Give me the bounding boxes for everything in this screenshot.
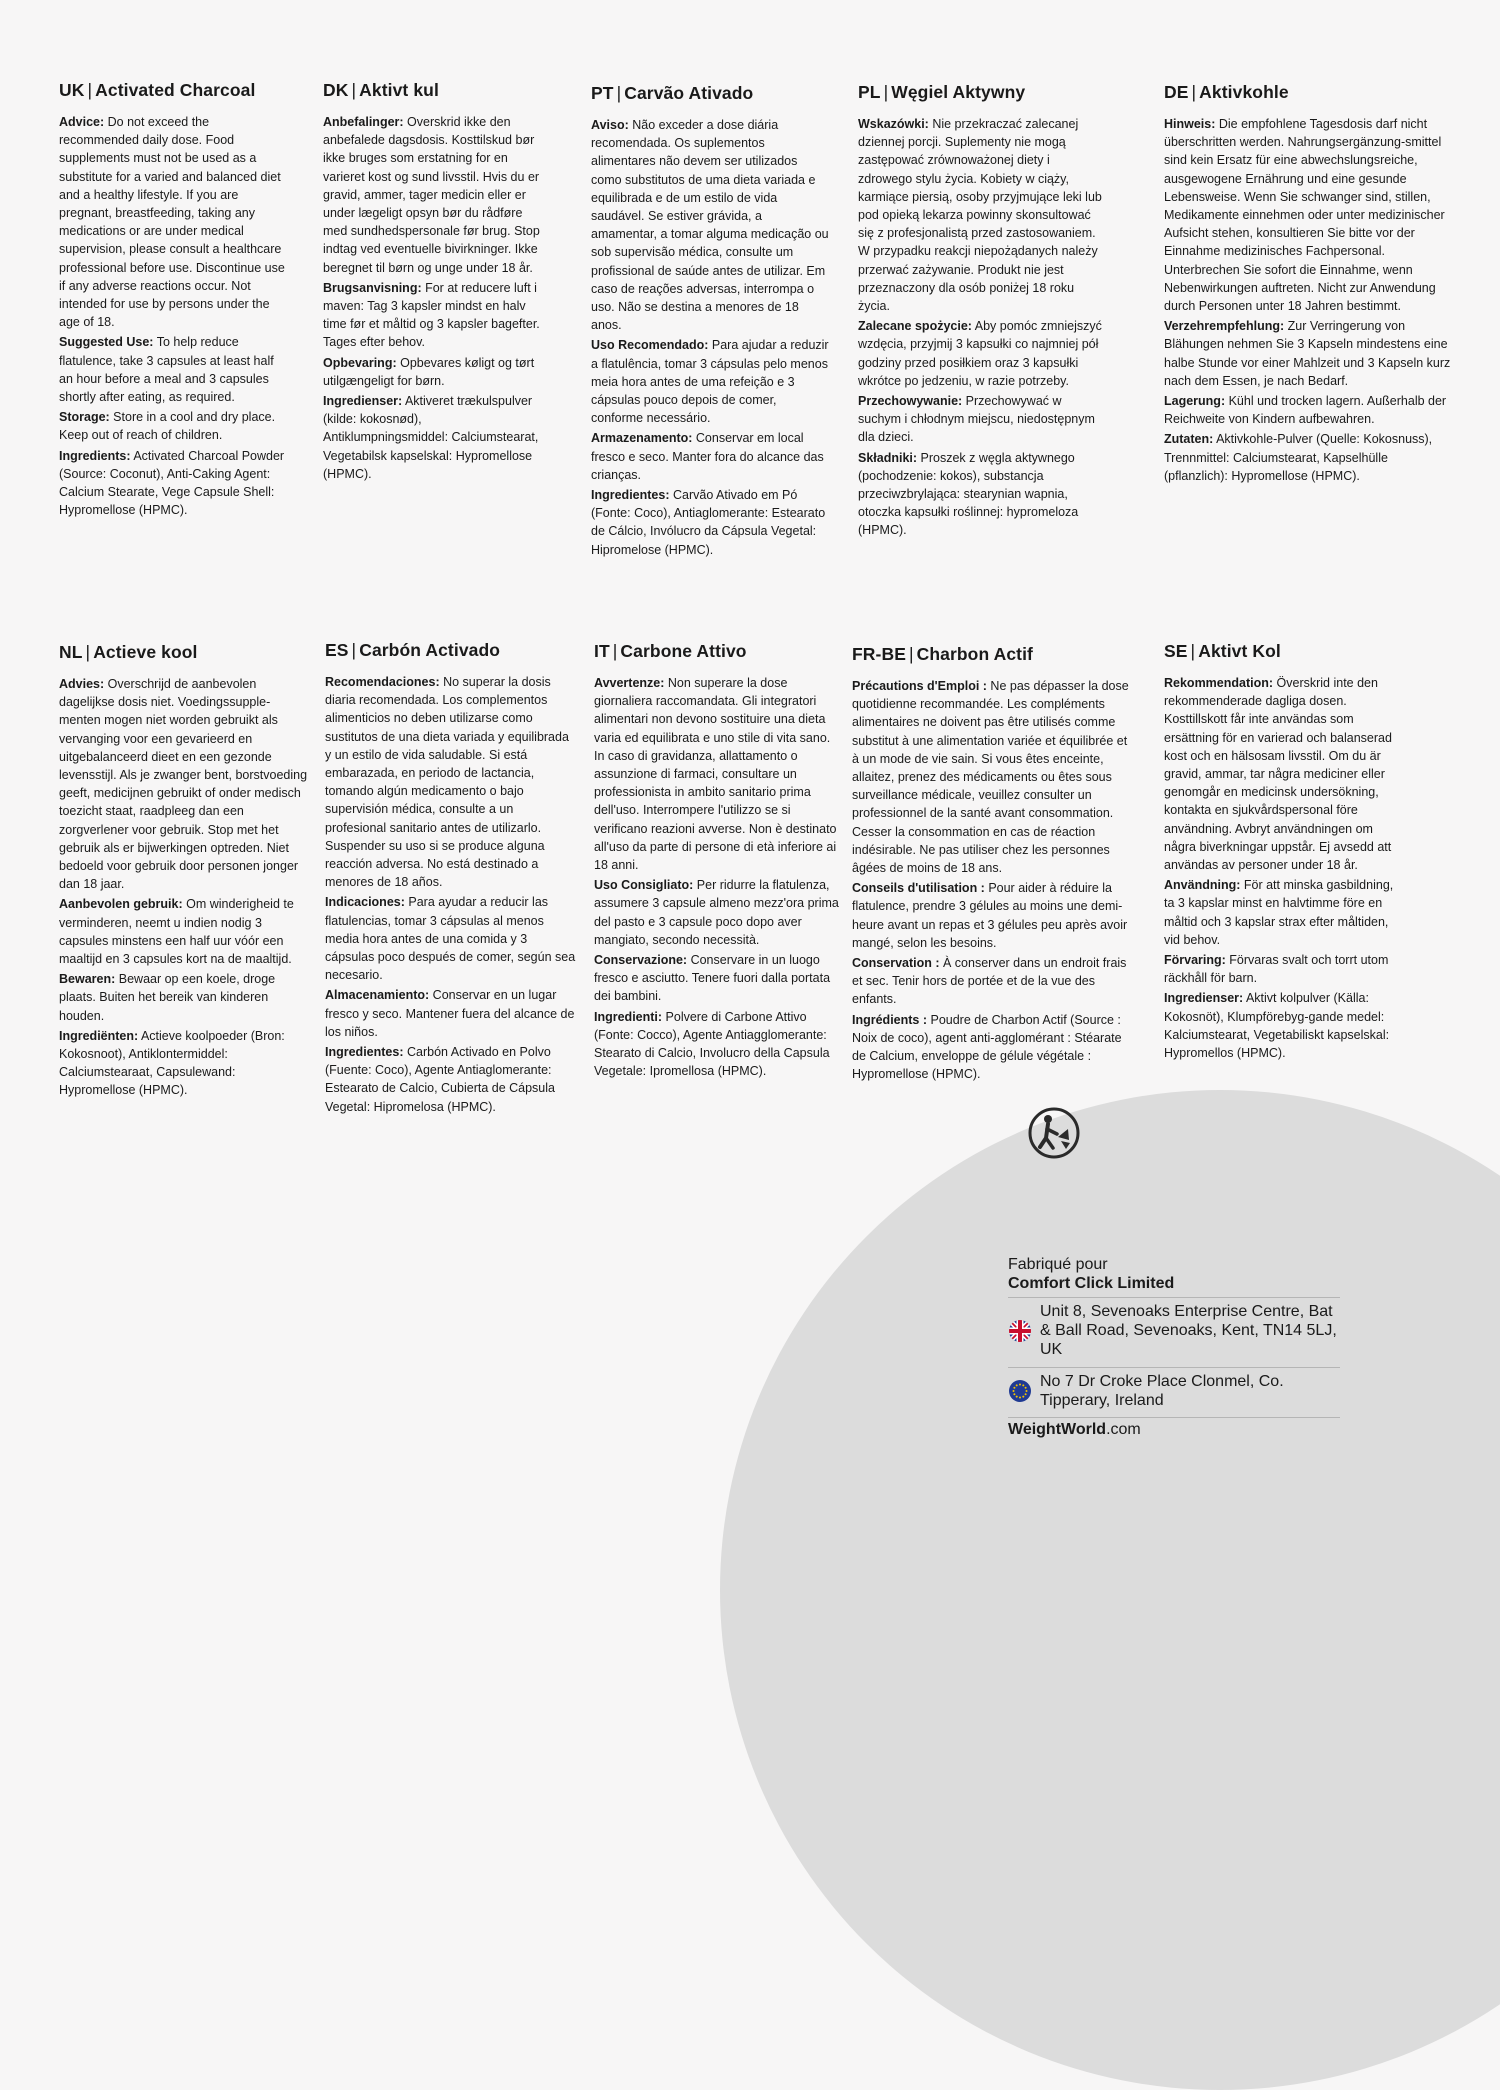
paragraph-text: Overschrijd de aanbevolen dagelijkse dosis niet. Voedingssupple-menten mogen niet worden gebruikt als vervanging voor een gevarieerd en uitgebalanceerd dieet en een gezonde levensstijl. Als je zwanger bent, borstvoeding geeft, medicijnen gebruikt of onder medisch toezicht staat, raadpleeg dan een zorgverlener voor gebruik. Stop met het gebruik als er bijwerkingen optreden. Niet bedoeld voor gebruik door personen jonger dan 18 jaar.	[59, 677, 308, 892]
paragraph-text: Activated Charcoal Powder (Source: Coconut), Anti-Caking Agent: Calcium Stearate, Vege Capsule Shell: Hypromellose (HPMC).	[59, 448, 285, 518]
paragraph-label: Précautions d'Emploi :	[852, 679, 987, 693]
section-title: Actieve kool	[93, 642, 198, 662]
uk-address-row	[1008, 1297, 1340, 1363]
section-heading	[323, 80, 548, 101]
heading-separator: |	[351, 640, 357, 660]
paragraph-label: Zutaten:	[1164, 432, 1214, 447]
paragraph-label: Aanbevolen gebruik:	[59, 897, 183, 912]
section-title: Aktivkohle	[1199, 82, 1289, 102]
paragraph-label: Ingredienti:	[594, 1009, 663, 1024]
section-fr-be	[852, 644, 1134, 1085]
paragraph-text: Overskrid ikke den anbefalede dagsdosis. Kosttilskud bør ikke bruges som erstatning for en varieret kost og sund livsstil. Hvis du er gravid, ammer, tager medicin eller er under lægeligt opsyn bør du rådføre med sundhedspersonale før brug. Stop indtag ved eventuelle bivirkninger. Ikke beregnet til børn og unge under 18 år.	[323, 115, 540, 275]
paragraph-label: Rekommendation:	[1164, 676, 1274, 690]
paragraph-text: Proszek z węgla aktywnego (pochodzenie: kokos), substancja przeciwzbrylająca: stearynian wapnia, otoczka kapsułki roślinnej: hypromeloza (HPMC).	[858, 450, 1079, 538]
paragraph-text: À conserver dans un endroit frais et sec. Tenir hors de portée et de la vue des enfants.	[852, 956, 1127, 1007]
company-name: Comfort Click Limited	[1008, 1275, 1175, 1292]
uk-address: Unit 8, Sevenoaks Enterprise Centre, Bat & Ball Road, Sevenoaks, Kent, TN14 5LJ, UK	[1040, 1303, 1337, 1358]
section-pt	[591, 83, 831, 561]
paragraph-text: Pour aider à réduire la flatulence, prendre 3 gélules au moins une demi-heure avant un repas et 3 gélules peu après avoir mangé, selon les besoins.	[852, 881, 1128, 950]
label-paragraph	[858, 449, 1103, 540]
website-brand: WeightWorld	[1008, 1421, 1107, 1438]
section-heading	[325, 640, 577, 661]
paragraph-label: Ingredientes:	[325, 1045, 404, 1060]
website-link[interactable]	[1008, 1417, 1340, 1439]
paragraph-text: Om winderigheid te verminderen, neemt u indien nodig 3 capsules minstens een half uur vóór een maaltijd en 3 capsules kort na de maaltijd.	[59, 897, 294, 967]
section-heading	[59, 80, 289, 101]
label-paragraph	[858, 392, 1103, 447]
country-code: UK	[59, 80, 85, 100]
section-title: Aktivt kul	[359, 80, 439, 100]
section-heading	[858, 82, 1103, 103]
paragraph-text: Przechowywać w suchym i chłodnym miejscu, niedostępnym dla dzieci.	[858, 394, 1095, 445]
paragraph-text: Não exceder a dose diária recomendada. Os suplementos alimentares não devem ser utilizados como substitutos de uma dieta variada e equilibrada e de um estilo de vida saudável. Se estiver grávida, a amamentar, a tomar alguma medicação ou sob supervisão médica, consulte um profissional de saúde antes de utilizar. Em caso de reações adversas, interrompa o uso. Não se destina a menores de 18 anos.	[591, 118, 829, 333]
section-title: Carbone Attivo	[620, 641, 747, 661]
heading-separator: |	[1191, 82, 1197, 102]
label-paragraph	[591, 116, 831, 334]
label-paragraph	[325, 986, 577, 1041]
paragraph-text: Die empfohlene Tagesdosis darf nicht überschritten werden. Nahrungsergänzung-smittel sind kein Ersatz für eine abwechslungsreiche, ausgewogene Ernährung und eine gesunde Lebensweise. Wenn Sie schwanger sind, stillen, Medikamente einnehmen oder unter medizinischer Aufsicht stehen, konsultieren Sie bitte vor der Einnahme medizinisches Fachpersonal. Unterbrechen Sie sofort die Einnahme, wenn Nebenwirkungen auftreten. Nicht zur Anwendung durch Personen unter 18 Jahren bestimmt.	[1164, 117, 1445, 314]
heading-separator: |	[616, 83, 622, 103]
country-code: FR-BE	[852, 644, 906, 664]
ie-address: No 7 Dr Croke Place Clonmel, Co. Tipperary, Ireland	[1040, 1373, 1284, 1409]
paragraph-label: Uso Recomendado:	[591, 338, 709, 353]
label-paragraph	[323, 392, 548, 483]
ie-address-row	[1008, 1367, 1340, 1414]
paragraph-text: Poudre de Charbon Actif (Source : Noix de coco), agent anti-agglomérant : Stéarate de Calcium, enveloppe de gélule végétale : Hypromellose (HPMC).	[852, 1012, 1122, 1082]
section-it	[594, 641, 844, 1082]
paragraph-text: Carbón Activado en Polvo (Fuente: Coco), Agente Antiaglomerante: Estearato de Calcio, Cubierta de Cápsula Vegetal: Hipromelosa (HPMC).	[325, 1045, 555, 1114]
section-title: Charbon Actif	[916, 644, 1033, 664]
label-paragraph	[591, 336, 831, 427]
label-paragraph	[59, 1027, 311, 1100]
section-title: Aktivt Kol	[1198, 641, 1281, 661]
paragraph-label: Indicaciones:	[325, 895, 405, 910]
paragraph-text: Para ajudar a reduzir a flatulência, tomar 3 cápsulas pelo menos meia hora antes de uma refeição e 3 cápsulas pouco depois de comer, conforme necessário.	[591, 338, 829, 426]
label-paragraph	[852, 1011, 1134, 1084]
paragraph-label: Storage:	[59, 410, 110, 425]
label-paragraph	[852, 677, 1134, 877]
paragraph-label: Ingredienser:	[1164, 991, 1244, 1006]
paragraph-label: Ingredienser:	[323, 394, 403, 409]
section-heading	[852, 644, 1134, 665]
section-heading	[1164, 82, 1454, 103]
paragraph-label: Användning:	[1164, 878, 1241, 893]
paragraph-text: Aktivkohle-Pulver (Quelle: Kokosnuss), Trennmittel: Calciumstearat, Kapselhülle (pflanzlich): Hypromellose (HPMC).	[1164, 432, 1433, 483]
paragraph-label: Almacenamiento:	[325, 988, 430, 1003]
section-pl	[858, 82, 1103, 542]
country-code: IT	[594, 641, 610, 661]
label-paragraph	[852, 879, 1134, 952]
paragraph-text: Aby pomóc zmniejszyć wzdęcia, przyjmij 3 kapsułki co najmniej pół godziny przed posiłkiem oraz 3 kapsułki wkrótce po jedzeniu, w razie potrzeby.	[858, 319, 1102, 388]
label-paragraph	[852, 954, 1134, 1009]
country-code: DE	[1164, 82, 1189, 102]
paragraph-label: Suggested Use:	[59, 335, 154, 350]
paragraph-label: Anbefalinger:	[323, 115, 404, 129]
country-code: PL	[858, 82, 881, 102]
paragraph-label: Zalecane spożycie:	[858, 319, 972, 334]
country-code: NL	[59, 642, 83, 662]
label-paragraph	[323, 113, 548, 277]
paragraph-label: Składniki:	[858, 450, 918, 465]
paragraph-text: Carvão Ativado em Pó (Fonte: Coco), Antiaglomerante: Estearato de Cálcio, Invólucro da Cápsula Vegetal: Hipromelose (HPMC).	[591, 488, 826, 557]
paragraph-text: Aktiveret trækulspulver (kilde: kokosnød), Antiklumpningsmiddel: Calciumstearat, Vegetabilsk kapselskal: Hypromellose (HPMC).	[323, 394, 539, 481]
label-paragraph	[59, 113, 289, 331]
label-paragraph	[325, 673, 577, 891]
paragraph-label: Uso Consigliato:	[594, 878, 694, 893]
paragraph-text: Bewaar op een koele, droge plaats. Buiten het bereik van kinderen houden.	[59, 972, 276, 1023]
label-paragraph	[325, 1043, 577, 1116]
country-code: ES	[325, 640, 349, 660]
section-de	[1164, 82, 1454, 487]
paragraph-text: No superar la dosis diaria recomendada. Los complementos alimenticios no deben utilizarse como sustitutos de una dieta variada y equilibrada y un estilo de vida saludable. Si está embarazada, en periodo de lactancia, tomando algún medicamento o bajo supervisión médica, consulte a un profesional sanitario antes de utilizarlo. Suspender su uso si se produce alguna reacción adversa. No está destinado a menores de 18 años.	[325, 675, 569, 890]
country-code: SE	[1164, 641, 1188, 661]
paragraph-text: Överskrid inte den rekommenderade dagliga dosen. Kosttillskott får inte användas som ersättning för en varierad och balanserad kost och en hälsosam livsstil. Om du är gravid, ammar, tar några mediciner eller genomgår en medicinsk undersökning, kontakta en sjukvårdspersonal före användning. Avbryt användningen om några biverkningar uppstår. Ej avsedd att användas av personer under 18 år.	[1164, 676, 1392, 873]
label-paragraph	[323, 279, 548, 352]
label-paragraph	[323, 354, 548, 390]
paragraph-text: Store in a cool and dry place. Keep out of reach of children.	[59, 410, 276, 443]
label-paragraph	[59, 675, 311, 893]
section-title: Węgiel Aktywny	[891, 82, 1026, 102]
paragraph-label: Advice:	[59, 115, 105, 129]
paragraph-label: Avvertenze:	[594, 676, 665, 690]
label-paragraph	[591, 429, 831, 484]
eu-flag-icon	[1008, 1379, 1032, 1403]
label-paragraph	[59, 447, 289, 520]
label-paragraph	[325, 893, 577, 984]
section-title: Carvão Ativado	[624, 83, 754, 103]
tidyman-recycle-icon	[1028, 1107, 1080, 1159]
paragraph-text: Conservare in un luogo fresco e asciutto. Tenere fuori dalla portata dei bambini.	[594, 953, 831, 1004]
paragraph-text: Zur Verringerung von Blähungen nehmen Sie 3 Kapseln mindestens eine halbe Stunde vor einer Mahlzeit und 3 Kapseln kurz nach dem Essen, je nach Bedarf.	[1164, 319, 1451, 388]
label-paragraph	[59, 970, 311, 1025]
manufacturer-footer	[1008, 1255, 1340, 1439]
label-paragraph	[1164, 951, 1394, 987]
paragraph-label: Ingredientes:	[591, 488, 670, 503]
paragraph-text: Non superare la dose giornaliera raccomandata. Gli integratori alimentari non devono sostituire una dieta varia ed equilibrata e uno stile di vita sano. In caso di gravidanza, allattamento o assunzione di farmaci, consultare un professionista in ambito sanitario prima dell'uso. Interrompere l'utilizzo se si verificano reazioni avverse. Non è destinato all'uso da parte di persone di età inferiore ai 18 anni.	[594, 676, 837, 873]
section-dk	[323, 80, 548, 485]
heading-separator: |	[908, 644, 914, 664]
section-heading	[59, 642, 311, 663]
paragraph-label: Conseils d'utilisation :	[852, 881, 985, 896]
heading-separator: |	[612, 641, 618, 661]
label-paragraph	[594, 1008, 844, 1081]
heading-separator: |	[1190, 641, 1196, 661]
label-paragraph	[1164, 317, 1454, 390]
label-paragraph	[594, 876, 844, 949]
label-paragraph	[594, 951, 844, 1006]
uk-flag-icon	[1008, 1319, 1032, 1343]
label-paragraph	[59, 895, 311, 968]
background-circle	[720, 1090, 1500, 2090]
paragraph-label: Verzehrempfehlung:	[1164, 319, 1285, 334]
label-paragraph	[1164, 989, 1394, 1062]
paragraph-text: For at reducere luft i maven: Tag 3 kapsler mindst en halv time før et måltid og 3 kapsler bagefter. Tages efter behov.	[323, 280, 540, 350]
section-heading	[591, 83, 831, 104]
label-paragraph	[1164, 674, 1394, 874]
paragraph-text: Kühl und trocken lagern. Außerhalb der Reichweite von Kindern aufbewahren.	[1164, 394, 1447, 427]
paragraph-label: Przechowywanie:	[858, 394, 963, 409]
label-paragraph	[1164, 876, 1394, 949]
paragraph-label: Ingrédients :	[852, 1012, 928, 1027]
paragraph-label: Aviso:	[591, 118, 629, 132]
paragraph-text: To help reduce flatulence, take 3 capsules at least half an hour before a meal and 3 capsules shortly after eating, as required.	[59, 335, 274, 405]
paragraph-text: Nie przekraczać zalecanej dziennej porcji. Suplementy nie mogą zastępować zrównoważonej diety i zdrowego stylu życia. Kobiety w ciąży, karmiące piersią, osoby przyjmujące leki lub pod opieką lekarza powinny skonsultować się z profesjonalistą przed zastosowaniem. W przypadku reakcji niepożądanych należy przerwać zażywanie. Produkt nie jest przeznaczony dla osób poniżej 18 roku życia.	[858, 117, 1102, 314]
paragraph-label: Recomendaciones:	[325, 675, 440, 689]
made-for-label: Fabriqué pour	[1008, 1256, 1108, 1273]
paragraph-label: Hinweis:	[1164, 117, 1216, 131]
paragraph-label: Conservazione:	[594, 953, 688, 968]
label-paragraph	[591, 486, 831, 559]
paragraph-text: Actieve koolpoeder (Bron: Kokosnoot), Antiklontermiddel: Calciumstearaat, Capsulewand: Hypromellose (HPMC).	[59, 1028, 285, 1098]
heading-separator: |	[87, 80, 93, 100]
heading-separator: |	[85, 642, 91, 662]
section-uk	[59, 80, 289, 521]
section-heading	[594, 641, 844, 662]
heading-separator: |	[351, 80, 357, 100]
label-paragraph	[1164, 430, 1454, 485]
label-paragraph	[59, 408, 289, 444]
paragraph-text: Conservar em local fresco e seco. Manter fora do alcance das crianças.	[591, 431, 824, 482]
label-paragraph	[1164, 392, 1454, 428]
paragraph-label: Armazenamento:	[591, 431, 693, 446]
paragraph-label: Förvaring:	[1164, 953, 1226, 968]
paragraph-label: Brugsanvisning:	[323, 280, 422, 295]
country-code: PT	[591, 83, 614, 103]
paragraph-text: Conservar en un lugar fresco y seco. Mantener fuera del alcance de los niños.	[325, 988, 575, 1039]
label-paragraph	[59, 333, 289, 406]
paragraph-label: Ingredients:	[59, 448, 131, 463]
paragraph-label: Opbevaring:	[323, 355, 397, 370]
label-paragraph	[594, 674, 844, 874]
section-title: Carbón Activado	[359, 640, 501, 660]
section-se	[1164, 641, 1394, 1064]
country-code: DK	[323, 80, 349, 100]
paragraph-text: Polvere di Carbone Attivo (Fonte: Cocco), Agente Antiagglomerante: Stearato di Calcio, Involucro della Capsula Vegetale: Ipromellosa (HPMC).	[594, 1009, 830, 1079]
paragraph-label: Bewaren:	[59, 972, 116, 987]
paragraph-text: För att minska gasbildning, ta 3 kapslar minst en halvtimme före en måltid och 3 kapslar strax efter måltiden, vid behov.	[1164, 878, 1394, 947]
paragraph-text: Förvaras svalt och torrt utom räckhåll för barn.	[1164, 953, 1389, 986]
section-es	[325, 640, 577, 1118]
label-paragraph	[858, 115, 1103, 315]
paragraph-text: Do not exceed the recommended daily dose. Food supplements must not be used as a substitute for a varied and balanced diet and a healthy lifestyle. If you are pregnant, breastfeeding, taking any medications or are under medical supervision, please consult a healthcare professional before use. Discontinue use if any adverse reactions occur. Not intended for use by persons under the age of 18.	[59, 115, 285, 330]
section-heading	[1164, 641, 1394, 662]
section-title: Activated Charcoal	[95, 80, 256, 100]
paragraph-label: Wskazówki:	[858, 117, 929, 131]
paragraph-label: Lagerung:	[1164, 394, 1226, 409]
label-paragraph	[858, 317, 1103, 390]
paragraph-text: Para ayudar a reducir las flatulencias, tomar 3 cápsulas al menos media hora antes de una comida y 3 cápsulas poco después de comer, según sea necesario.	[325, 895, 576, 983]
label-paragraph	[1164, 115, 1454, 315]
paragraph-label: Advies:	[59, 677, 105, 691]
paragraph-text: Per ridurre la flatulenza, assumere 3 capsule almeno mezz'ora prima del pasto e 3 capsule poco dopo aver mangiato, secondo necessità.	[594, 878, 839, 947]
paragraph-text: Ne pas dépasser la dose quotidienne recommandée. Les compléments alimentaires ne doivent pas être utilisés comme substitut à une alimentation variée et équilibrée et à un mode de vie sain. Si vous êtes enceinte, allaitez, prenez des médicaments ou êtes sous surveillance médicale, veuillez consulter un professionnel de la santé avant consommation. Cesser la consommation en cas de réaction indésirable. Ne pas utiliser chez les personnes âgées de moins de 18 ans.	[852, 679, 1129, 876]
heading-separator: |	[883, 82, 889, 102]
paragraph-text: Aktivt kolpulver (Källa: Kokosnöt), Klumpförebyg-gande medel: Kalciumstearat, Vegetabiliskt kapselskal: Hypromellos (HPMC).	[1164, 991, 1390, 1061]
paragraph-text: Opbevares køligt og tørt utilgængeligt for børn.	[323, 355, 535, 388]
paragraph-label: Ingrediënten:	[59, 1028, 139, 1043]
paragraph-label: Conservation :	[852, 956, 940, 971]
website-tld: .com	[1106, 1421, 1141, 1438]
section-nl	[59, 642, 311, 1102]
